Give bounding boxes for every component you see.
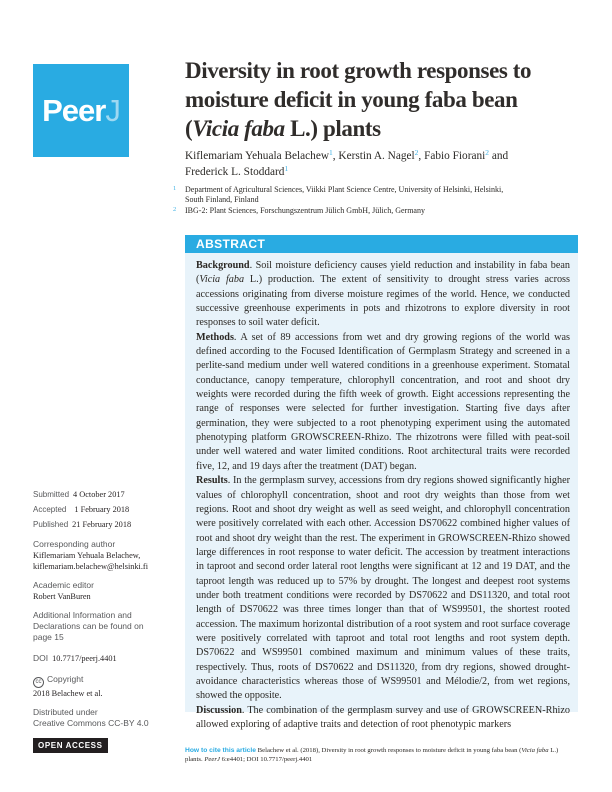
author-affiliation-sup: 2 [485,148,490,157]
abstract-discussion: Discussion. The combination of the germplasm survey and use of GROWSCREEN-Rhizo allowed exploring of adaptive traits and detection of root phenotypic markers [196,704,570,730]
doi-block: DOI 10.7717/peerj.4401 [33,653,117,663]
license-block: Distributed under Creative Commons CC-BY 4.0 [33,707,185,729]
additional-info-block: Additional Information and Declarations can be found on page 15 [33,610,185,643]
academic-editor-name: Robert VanBuren [33,592,91,601]
title-line-2: moisture deficit in young faba bean [185,87,518,112]
submitted-row: Submitted 4 October 2017 [33,490,125,499]
page-title [185,56,585,143]
author-affiliation-sup: 1 [284,163,289,173]
peerj-logo-text: Peer [42,92,106,128]
copyright-block: cc Copyright 2018 Belachew et al. [33,672,185,699]
author-affiliation-sup: 2 [414,148,419,157]
corresponding-author-name: Kiflemariam Yehuala Belachew, [33,551,141,560]
corresponding-author-email[interactable]: kiflemariam.belachew@helsinki.fi [33,562,148,571]
abstract-results: Results. In the germplasm survey, accessions from dry regions showed significantly higher values of chlorophyll concentration, shoot and root dry weights than those from wet regions. Root and shoot dry weight as well as seed weight, and chlorophyll concentration were positively correlated with each other. Accession DS70622 combined higher values of root and shoot dry weight than the rest. The experiment in GROWSCREEN-Rhizo showed large differences in root response to water deficit. The accession by treatment interactions in taproot and second order lateral root lengths were significant at 12 and 19 DAT, and the taproot length was reduced up to 57% by drought. The longest and deepest root systems under both treatment conditions were recorded by DS70622 and DS11320, and total root length of DS70622 was three times longer than that of WS99501, the shortest rooted accession. The maximum horizontal distribution of a root system and root surface coverage were positively correlated with taproot and total root lengths and root system depth. DS70622 and WS99501 combined maximum and minimum values of these traits, respectively. Thus, roots of DS70622 and DS11320, from dry regions, showed drought-avoidance characteristics whereas those of WS99501 and Mélodie/2, from wet regions, showed the opposite. [196,475,570,702]
affiliation-sup: 1 [173,185,177,192]
title-species-italic: Vicia faba [192,116,285,141]
abstract-box [185,235,578,730]
cc-by-license-link[interactable]: Creative Commons CC-BY 4.0 [33,718,149,728]
species-italic: Vicia faba [199,274,245,286]
abstract-methods: Methods. A set of 89 accessions from wet and dry growing regions of the world was defined according to the Focused Identification of Germplasm Strategy and screened in a perlite-sand medium under well watered conditions in a greenhouse experiment. Stomatal conductance, canopy temperature, chlorophyll concentration, and root and shoot dry weights were recorded during the fifth week of growth. Eight accessions representing the range of responses were selected for further investigation. Starting five days after germination, they were subjected to a root phenotyping experiment using the automated phenotyping platform GROWSCREEN-Rhizo. The rhizotrons were filled with peat-soil under well watered and water limited conditions. Root architectural traits were recorded five, 12, and 19 days after the treatment (DAT) began. [196,331,570,472]
species-italic: Vicia faba [521,747,549,754]
author-name: Kiflemariam Yehuala Belachew [185,150,329,162]
title-line-3: (Vicia faba L.) plants [185,116,381,141]
journal-name-italic: PeerJ [204,755,220,763]
abstract-body [185,253,578,730]
article-info-sidebar [33,486,185,753]
author-name: Fabio Fiorani [424,150,486,162]
peerj-logo-j: J [105,92,120,128]
author-name: Kerstin A. Nagel [338,150,415,162]
author-list: Kiflemariam Yehuala Belachew$^1$, Kerstin A. Nagel$^2$, Fabio Fiorani$^2$ and Frederick L. Stoddard$^1$ [185,148,509,178]
page-15-reference[interactable]: page 15 [33,632,64,642]
history-dates [33,486,185,531]
how-to-cite-label: How to cite this article [185,747,256,754]
open-access-badge: OPEN ACCESS [33,738,108,753]
corresponding-author-block: Corresponding author Kiflemariam Yehuala Belachew, kiflemariam.belachew@helsinki.fi [33,539,185,572]
copyright-holder: 2018 Belachew et al. [33,689,103,698]
citation-doi[interactable]: 6:e4401; DOI 10.7717/peerj.4401 [219,755,313,763]
accepted-row: Accepted 1 February 2018 [33,505,130,514]
peerj-logo [33,64,129,157]
author-name: Frederick L. Stoddard [185,165,285,178]
affiliation-2: 2 IBG-2: Plant Sciences, Forschungszentrum Jülich GmbH, Jülich, Germany [173,206,425,215]
author-affiliation-sup: 1 [329,148,333,157]
affiliation-list [173,185,585,217]
citation-footer: How to cite this article Belachew et al. (2018), Diversity in root growth responses to moisture deficit in young faba bean (Vicia faba L.) plants. PeerJ 6:e4401; DOI 10.7717/peerj.4401 [185,747,559,763]
academic-editor-block: Academic editor Robert VanBuren [33,580,185,602]
doi-link[interactable]: 10.7717/peerj.4401 [52,654,117,663]
published-row: Published 21 February 2018 [33,520,132,529]
abstract-heading: ABSTRACT [185,235,578,253]
affiliation-1: 1 Department of Agricultural Sciences, Viikki Plant Science Centre, University of Helsinki, Helsinki, South Finland, Finland [173,185,504,204]
title-line-1: Diversity in root growth responses to [185,58,532,83]
affiliation-sup: 2 [173,206,177,213]
abstract-background: Background. Soil moisture deficiency causes yield reduction and instability in faba bean (Vicia faba L.) production. The extent of sensitivity to drought stress varies across accessions originating from diverse moisture regimes of the world. Hence, we conducted successive greenhouse experiments in pots and rhizotrons to explore diversity in root responses to soil water deficit. [196,260,570,329]
creative-commons-icon: cc [33,677,44,688]
